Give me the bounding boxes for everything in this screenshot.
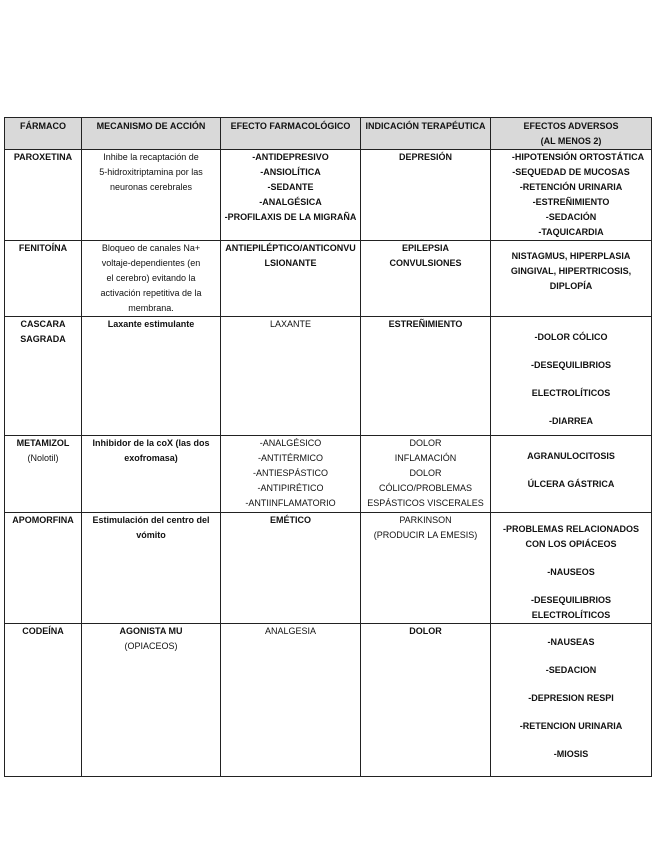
mechanism-cell [82, 317, 221, 436]
effect-line: ANALGESIA [264, 626, 317, 636]
drug-name: PAROXETINA [13, 152, 73, 162]
effect-cell [221, 317, 361, 436]
effect-line: EMÉTICO [269, 515, 311, 525]
mechanism-line: el cerebro) evitando la [106, 273, 196, 283]
effect-line: ANTIEPILÉPTICO/ANTICONVU [225, 243, 356, 253]
effect-line: -ANSIOLÍTICA [260, 167, 321, 177]
adverse-cell [491, 624, 652, 777]
mechanism-cell [82, 436, 221, 513]
adverse-line: -RETENCIÓN URINARIA [519, 182, 623, 192]
adverse-line: -DEPRESION RESPI [528, 693, 614, 703]
effect-cell [221, 150, 361, 241]
mechanism-cell [82, 150, 221, 241]
adverse-line: -NAUSEAS [547, 637, 595, 647]
indication-line: DOLOR [409, 626, 442, 636]
header-mecanismo: MECANISMO DE ACCIÓN [82, 118, 221, 150]
effect-line: -ANALGÉSICA [259, 197, 322, 207]
adverse-line: -TAQUICARDIA [538, 227, 604, 237]
indication-cell [361, 513, 491, 624]
effect-line: -PROFILAXIS DE LA MIGRAÑA [224, 212, 357, 222]
indication-cell [361, 624, 491, 777]
effect-line: -ANTIPIRÉTICO [257, 483, 324, 493]
indication-line: (PRODUCIR LA EMESIS) [373, 530, 478, 540]
adverse-line: -SEDACION [545, 665, 597, 675]
drug-cell [5, 624, 82, 777]
mechanism-line: Estimulación del centro del [92, 515, 210, 525]
drug-name: SAGRADA [20, 334, 66, 344]
header-adversos [491, 118, 652, 150]
adverse-line: GINGIVAL, HIPERTRICOSIS, [510, 266, 632, 276]
adverse-line: -HIPOTENSIÓN ORTOSTÁTICA [511, 152, 645, 162]
table-row [5, 241, 652, 317]
header-efecto: EFECTO FARMACOLÓGICO [221, 118, 361, 150]
effect-line: -ANALGÉSICO [259, 438, 322, 448]
effect-cell [221, 436, 361, 513]
drug-name: APOMORFINA [12, 515, 74, 525]
adverse-line: -ESTREÑIMIENTO [532, 197, 610, 207]
mechanism-line: 5-hidroxitriptamina por las [99, 167, 203, 177]
mechanism-line: activación repetitiva de la [100, 288, 202, 298]
indication-line: CONVULSIONES [389, 258, 462, 268]
drug-name: FENITOÍNA [18, 243, 68, 253]
mechanism-line: voltaje-dependientes (en [101, 258, 201, 268]
mechanism-line: exofromasa) [124, 453, 178, 463]
mechanism-line: vómito [136, 530, 166, 540]
adverse-line: ÚLCERA GÁSTRICA [527, 479, 615, 489]
mechanism-line: neuronas cerebrales [109, 182, 193, 192]
indication-line: ESTREÑIMIENTO [388, 319, 463, 329]
indication-cell [361, 150, 491, 241]
effect-line: -ANTIINFLAMATORIO [245, 498, 336, 508]
adverse-line: -NAUSEOS [547, 567, 595, 577]
adverse-line: NISTAGMUS, HIPERPLASIA [511, 251, 631, 261]
effect-cell [221, 241, 361, 317]
header-indicacion: INDICACIÓN TERAPÉUTICA [361, 118, 491, 150]
effect-cell [221, 513, 361, 624]
adverse-cell [491, 436, 652, 513]
mechanism-line: Inhibe la recaptación de [103, 152, 199, 162]
table-row [5, 317, 652, 436]
adverse-line: -PROBLEMAS RELACIONADOS [502, 524, 639, 534]
effect-line: -ANTITÉRMICO [258, 453, 323, 463]
pharmacology-table [4, 117, 652, 777]
effect-line: -SEDANTE [267, 182, 314, 192]
table-row [5, 624, 652, 777]
mechanism-line: Inhibidor de la coX (las dos [92, 438, 210, 448]
header-adversos-line2: (AL MENOS 2) [540, 136, 602, 146]
effect-cell [221, 624, 361, 777]
drug-name: CASCARA [20, 319, 66, 329]
adverse-cell [491, 241, 652, 317]
mechanism-line: membrana. [128, 303, 174, 313]
indication-line: ESPÁSTICOS VISCERALES [367, 498, 484, 508]
adverse-line: -DESEQUILIBRIOS ELECTROLÍTICOS [530, 360, 611, 398]
indication-line: DOLOR [409, 438, 442, 448]
mechanism-line: Bloqueo de canales Na+ [101, 243, 201, 253]
mechanism-cell [82, 624, 221, 777]
header-row [5, 118, 652, 150]
adverse-line: -DESEQUILIBRIOS ELECTROLÍTICOS [530, 595, 611, 620]
table-row [5, 150, 652, 241]
adverse-line: AGRANULOCITOSIS [527, 451, 615, 461]
effect-line: -ANTIESPÁSTICO [252, 468, 328, 478]
header-farmaco: FÁRMACO [5, 118, 82, 150]
effect-line: LAXANTE [269, 319, 311, 329]
adverse-line: DIPLOPÍA [549, 281, 593, 291]
drug-cell [5, 513, 82, 624]
mechanism-line: Laxante estimulante [107, 319, 195, 329]
indication-line: DOLOR [409, 468, 442, 478]
adverse-cell [491, 317, 652, 436]
adverse-line: CON LOS OPIÁCEOS [525, 539, 617, 549]
indication-line: PARKINSON [399, 515, 452, 525]
adverse-line: -DIARREA [549, 416, 593, 426]
indication-cell [361, 436, 491, 513]
table-row [5, 513, 652, 624]
drug-name: METAMIZOL [16, 438, 70, 448]
mechanism-line: AGONISTA MU [119, 626, 183, 636]
indication-line: INFLAMACIÓN [394, 453, 457, 463]
indication-line: DEPRESIÓN [398, 152, 452, 162]
indication-line: CÓLICO/PROBLEMAS [378, 483, 473, 493]
drug-cell [5, 436, 82, 513]
adverse-cell [491, 150, 652, 241]
adverse-cell [491, 513, 652, 624]
indication-line: EPILEPSIA [401, 243, 449, 253]
drug-cell [5, 241, 82, 317]
mechanism-cell [82, 241, 221, 317]
effect-line: -ANTIDEPRESIVO [252, 152, 329, 162]
table-row [5, 436, 652, 513]
header-adversos-line1: EFECTOS ADVERSOS [523, 121, 619, 131]
adverse-line: -MIOSIS [553, 749, 589, 759]
drug-cell [5, 150, 82, 241]
mechanism-line: (OPIACEOS) [124, 641, 178, 651]
mechanism-cell [82, 513, 221, 624]
indication-cell [361, 317, 491, 436]
adverse-line: -RETENCION URINARIA [519, 721, 623, 731]
adverse-line: -SEQUEDAD DE MUCOSAS [512, 167, 630, 177]
adverse-line: -DOLOR CÓLICO [534, 332, 608, 342]
drug-name: CODEÍNA [22, 626, 64, 636]
adverse-line: -SEDACIÓN [545, 212, 597, 222]
effect-line: LSIONANTE [264, 258, 317, 268]
drug-alias: (Nolotil) [27, 453, 59, 463]
drug-cell [5, 317, 82, 436]
indication-cell [361, 241, 491, 317]
